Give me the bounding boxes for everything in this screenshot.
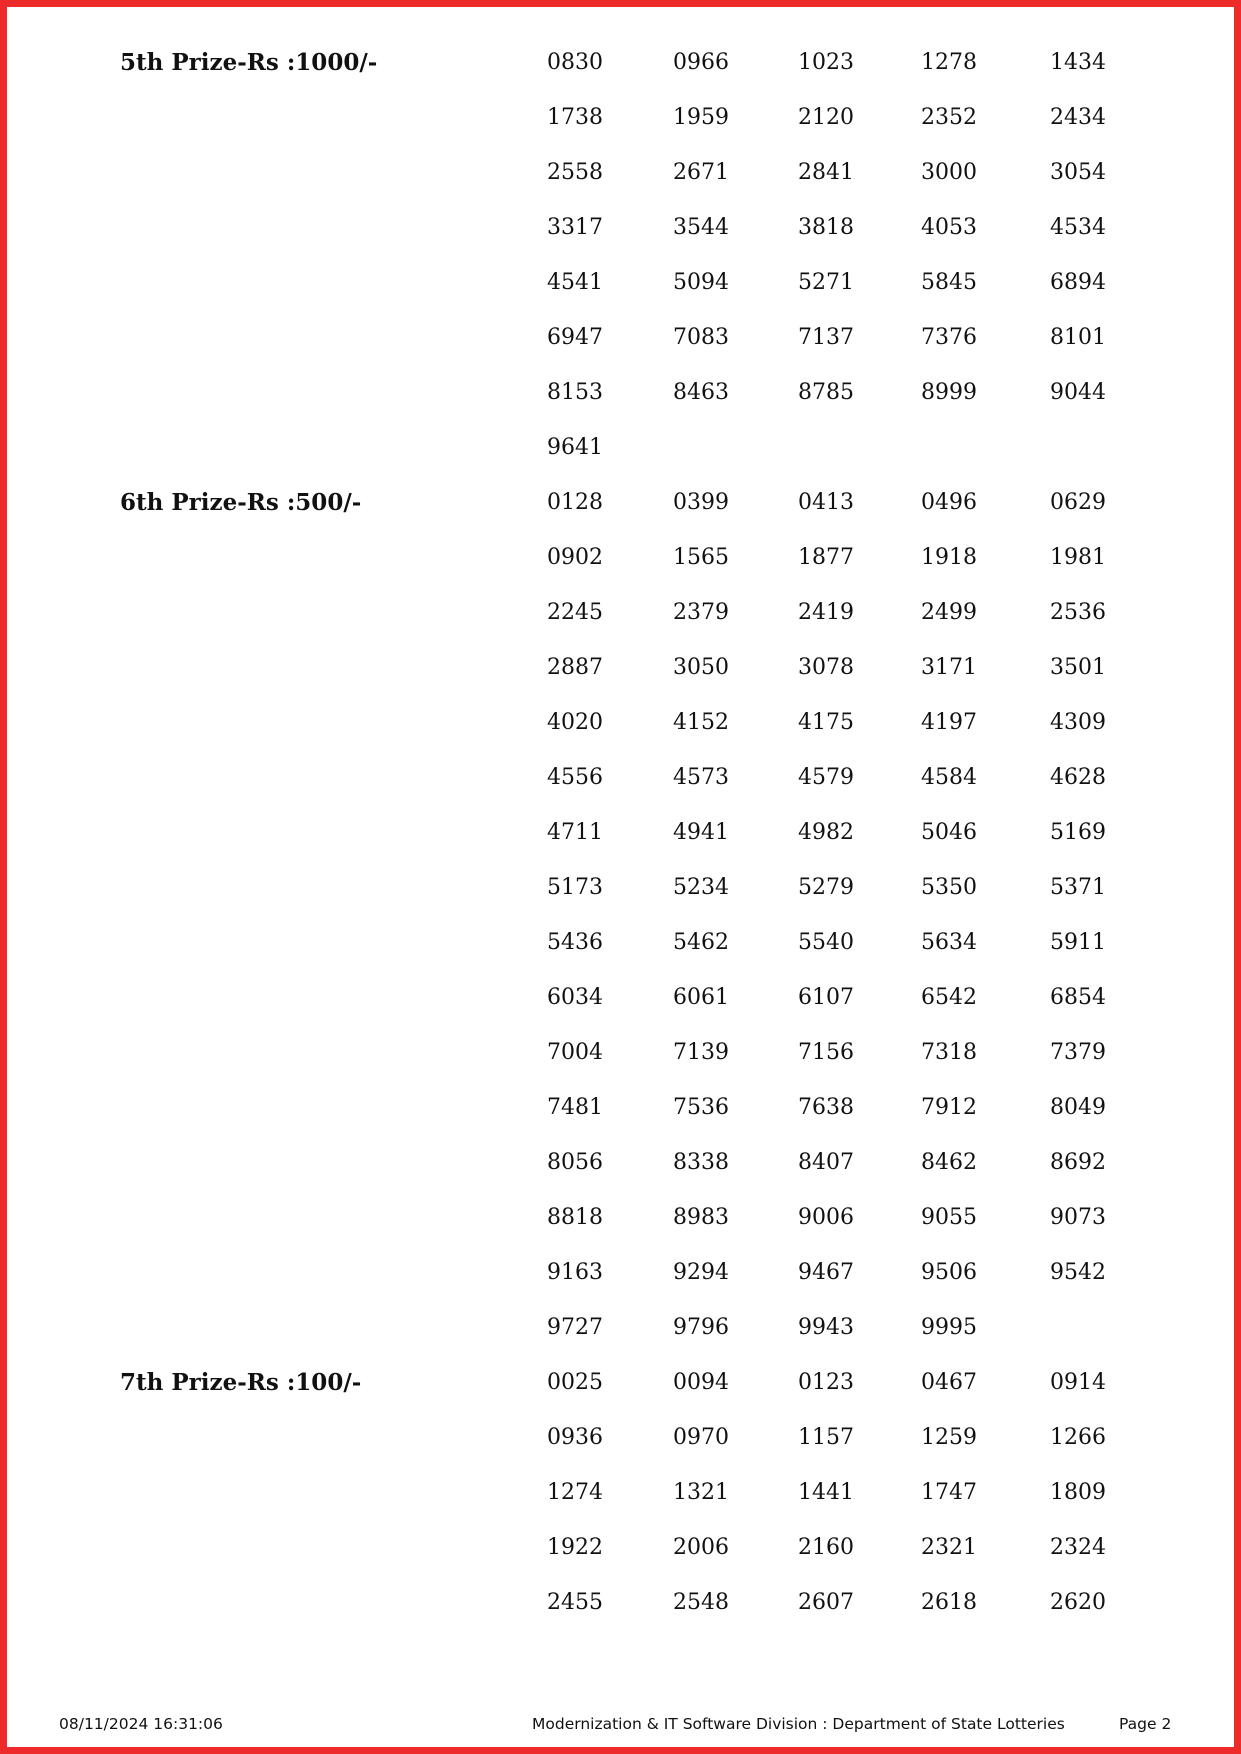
winning-number: 6107 — [798, 985, 854, 1010]
winning-number: 2379 — [673, 600, 729, 625]
winning-number: 1959 — [673, 105, 729, 130]
winning-number: 0025 — [547, 1370, 603, 1395]
winning-number: 2434 — [1050, 105, 1106, 130]
winning-number: 2558 — [547, 160, 603, 185]
winning-number: 9727 — [547, 1315, 603, 1340]
winning-number: 5094 — [673, 270, 729, 295]
winning-number: 5540 — [798, 930, 854, 955]
winning-number: 2620 — [1050, 1590, 1106, 1615]
winning-number: 1809 — [1050, 1480, 1106, 1505]
winning-number: 2120 — [798, 105, 854, 130]
winning-number: 4197 — [921, 710, 977, 735]
winning-number: 8983 — [673, 1205, 729, 1230]
winning-number: 3078 — [798, 655, 854, 680]
winning-number: 6061 — [673, 985, 729, 1010]
winning-number: 4309 — [1050, 710, 1106, 735]
winning-number: 6947 — [547, 325, 603, 350]
winning-number: 9542 — [1050, 1260, 1106, 1285]
winning-number: 8338 — [673, 1150, 729, 1175]
page-number: Page 2 — [1119, 1715, 1172, 1733]
winning-number: 1157 — [798, 1425, 854, 1450]
winning-number: 2352 — [921, 105, 977, 130]
winning-number: 7536 — [673, 1095, 729, 1120]
prize-title: 7th Prize-Rs :100/- — [120, 1369, 362, 1396]
winning-number: 2499 — [921, 600, 977, 625]
winning-number: 9055 — [921, 1205, 977, 1230]
winning-number: 4573 — [673, 765, 729, 790]
winning-number: 6894 — [1050, 270, 1106, 295]
winning-number: 4053 — [921, 215, 977, 240]
winning-number: 5911 — [1050, 930, 1106, 955]
winning-number: 1023 — [798, 50, 854, 75]
winning-number: 8692 — [1050, 1150, 1106, 1175]
winning-number: 4584 — [921, 765, 977, 790]
winning-number: 8056 — [547, 1150, 603, 1175]
winning-number: 7004 — [547, 1040, 603, 1065]
winning-numbers-grid — [547, 488, 1150, 1368]
winning-number: 1278 — [921, 50, 977, 75]
winning-number: 4152 — [673, 710, 729, 735]
winning-number: 4982 — [798, 820, 854, 845]
winning-number: 8818 — [547, 1205, 603, 1230]
winning-number: 7083 — [673, 325, 729, 350]
winning-number: 3501 — [1050, 655, 1106, 680]
winning-number: 4579 — [798, 765, 854, 790]
winning-number: 6542 — [921, 985, 977, 1010]
winning-number: 1434 — [1050, 50, 1106, 75]
winning-number: 8049 — [1050, 1095, 1106, 1120]
winning-number: 0399 — [673, 490, 729, 515]
winning-number: 8462 — [921, 1150, 977, 1175]
winning-number: 1922 — [547, 1535, 603, 1560]
page-footer — [0, 1712, 1241, 1736]
winning-number: 2455 — [547, 1590, 603, 1615]
winning-number: 7156 — [798, 1040, 854, 1065]
winning-number: 5436 — [547, 930, 603, 955]
winning-number: 9073 — [1050, 1205, 1106, 1230]
winning-number: 1274 — [547, 1480, 603, 1505]
winning-number: 9467 — [798, 1260, 854, 1285]
winning-number: 1321 — [673, 1480, 729, 1505]
winning-number: 6854 — [1050, 985, 1106, 1010]
winning-number: 2618 — [921, 1590, 977, 1615]
winning-number: 0496 — [921, 490, 977, 515]
winning-number: 4941 — [673, 820, 729, 845]
winning-number: 3171 — [921, 655, 977, 680]
winning-number: 5279 — [798, 875, 854, 900]
winning-number: 2548 — [673, 1590, 729, 1615]
prize-title: 6th Prize-Rs :500/- — [120, 489, 362, 516]
winning-number: 0914 — [1050, 1370, 1106, 1395]
winning-number: 7376 — [921, 325, 977, 350]
winning-number: 3054 — [1050, 160, 1106, 185]
winning-numbers-grid — [547, 1368, 1150, 1643]
prize-title: 5th Prize-Rs :1000/- — [120, 49, 378, 76]
winning-number: 5046 — [921, 820, 977, 845]
winning-number: 5371 — [1050, 875, 1106, 900]
winning-number: 3317 — [547, 215, 603, 240]
winning-number: 4541 — [547, 270, 603, 295]
winning-number: 8463 — [673, 380, 729, 405]
winning-number: 5845 — [921, 270, 977, 295]
winning-number: 5350 — [921, 875, 977, 900]
winning-number: 1981 — [1050, 545, 1106, 570]
winning-number: 2160 — [798, 1535, 854, 1560]
winning-number: 5234 — [673, 875, 729, 900]
winning-number: 7318 — [921, 1040, 977, 1065]
winning-number: 0094 — [673, 1370, 729, 1395]
winning-number: 0629 — [1050, 490, 1106, 515]
winning-number: 6034 — [547, 985, 603, 1010]
winning-number: 0467 — [921, 1370, 977, 1395]
winning-number: 5462 — [673, 930, 729, 955]
winning-number: 5169 — [1050, 820, 1106, 845]
winning-number: 0830 — [547, 50, 603, 75]
winning-number: 2245 — [547, 600, 603, 625]
winning-number: 2841 — [798, 160, 854, 185]
winning-number: 7137 — [798, 325, 854, 350]
winning-number: 1747 — [921, 1480, 977, 1505]
winning-number: 2607 — [798, 1590, 854, 1615]
winning-number: 9294 — [673, 1260, 729, 1285]
winning-number: 1259 — [921, 1425, 977, 1450]
winning-number: 4556 — [547, 765, 603, 790]
winning-number: 4175 — [798, 710, 854, 735]
winning-number: 7481 — [547, 1095, 603, 1120]
winning-number: 0413 — [798, 490, 854, 515]
winning-number: 4020 — [547, 710, 603, 735]
winning-number: 3818 — [798, 215, 854, 240]
winning-number: 8999 — [921, 380, 977, 405]
winning-number: 4711 — [547, 820, 603, 845]
winning-number: 5634 — [921, 930, 977, 955]
winning-number: 8153 — [547, 380, 603, 405]
winning-number: 2006 — [673, 1535, 729, 1560]
winning-number: 3544 — [673, 215, 729, 240]
print-timestamp: 08/11/2024 16:31:06 — [59, 1715, 223, 1733]
winning-number: 0970 — [673, 1425, 729, 1450]
winning-number: 2321 — [921, 1535, 977, 1560]
winning-number: 2324 — [1050, 1535, 1106, 1560]
winning-number: 2887 — [547, 655, 603, 680]
winning-number: 1266 — [1050, 1425, 1106, 1450]
winning-number: 9995 — [921, 1315, 977, 1340]
winning-number: 9006 — [798, 1205, 854, 1230]
winning-number: 7638 — [798, 1095, 854, 1120]
winning-number: 3000 — [921, 160, 977, 185]
winning-number: 0902 — [547, 545, 603, 570]
winning-number: 1565 — [673, 545, 729, 570]
winning-number: 5271 — [798, 270, 854, 295]
winning-number: 8785 — [798, 380, 854, 405]
winning-number: 2419 — [798, 600, 854, 625]
winning-number: 0128 — [547, 490, 603, 515]
winning-number: 0936 — [547, 1425, 603, 1450]
division-credit: Modernization & IT Software Division : Department of State Lotteries — [532, 1715, 1065, 1733]
winning-number: 7379 — [1050, 1040, 1106, 1065]
winning-number: 2671 — [673, 160, 729, 185]
winning-number: 7139 — [673, 1040, 729, 1065]
winning-number: 2536 — [1050, 600, 1106, 625]
winning-number: 9163 — [547, 1260, 603, 1285]
winning-number: 0966 — [673, 50, 729, 75]
winning-number: 1738 — [547, 105, 603, 130]
winning-number: 1877 — [798, 545, 854, 570]
winning-number: 5173 — [547, 875, 603, 900]
winning-number: 8101 — [1050, 325, 1106, 350]
winning-number: 3050 — [673, 655, 729, 680]
winning-number: 1441 — [798, 1480, 854, 1505]
winning-number: 9044 — [1050, 380, 1106, 405]
winning-number: 9506 — [921, 1260, 977, 1285]
winning-number: 4534 — [1050, 215, 1106, 240]
winning-number: 9641 — [547, 435, 603, 460]
winning-number: 8407 — [798, 1150, 854, 1175]
winning-number: 0123 — [798, 1370, 854, 1395]
winning-number: 9943 — [798, 1315, 854, 1340]
winning-number: 7912 — [921, 1095, 977, 1120]
winning-number: 9796 — [673, 1315, 729, 1340]
winning-number: 4628 — [1050, 765, 1106, 790]
winning-number: 1918 — [921, 545, 977, 570]
winning-numbers-grid — [547, 48, 1150, 488]
